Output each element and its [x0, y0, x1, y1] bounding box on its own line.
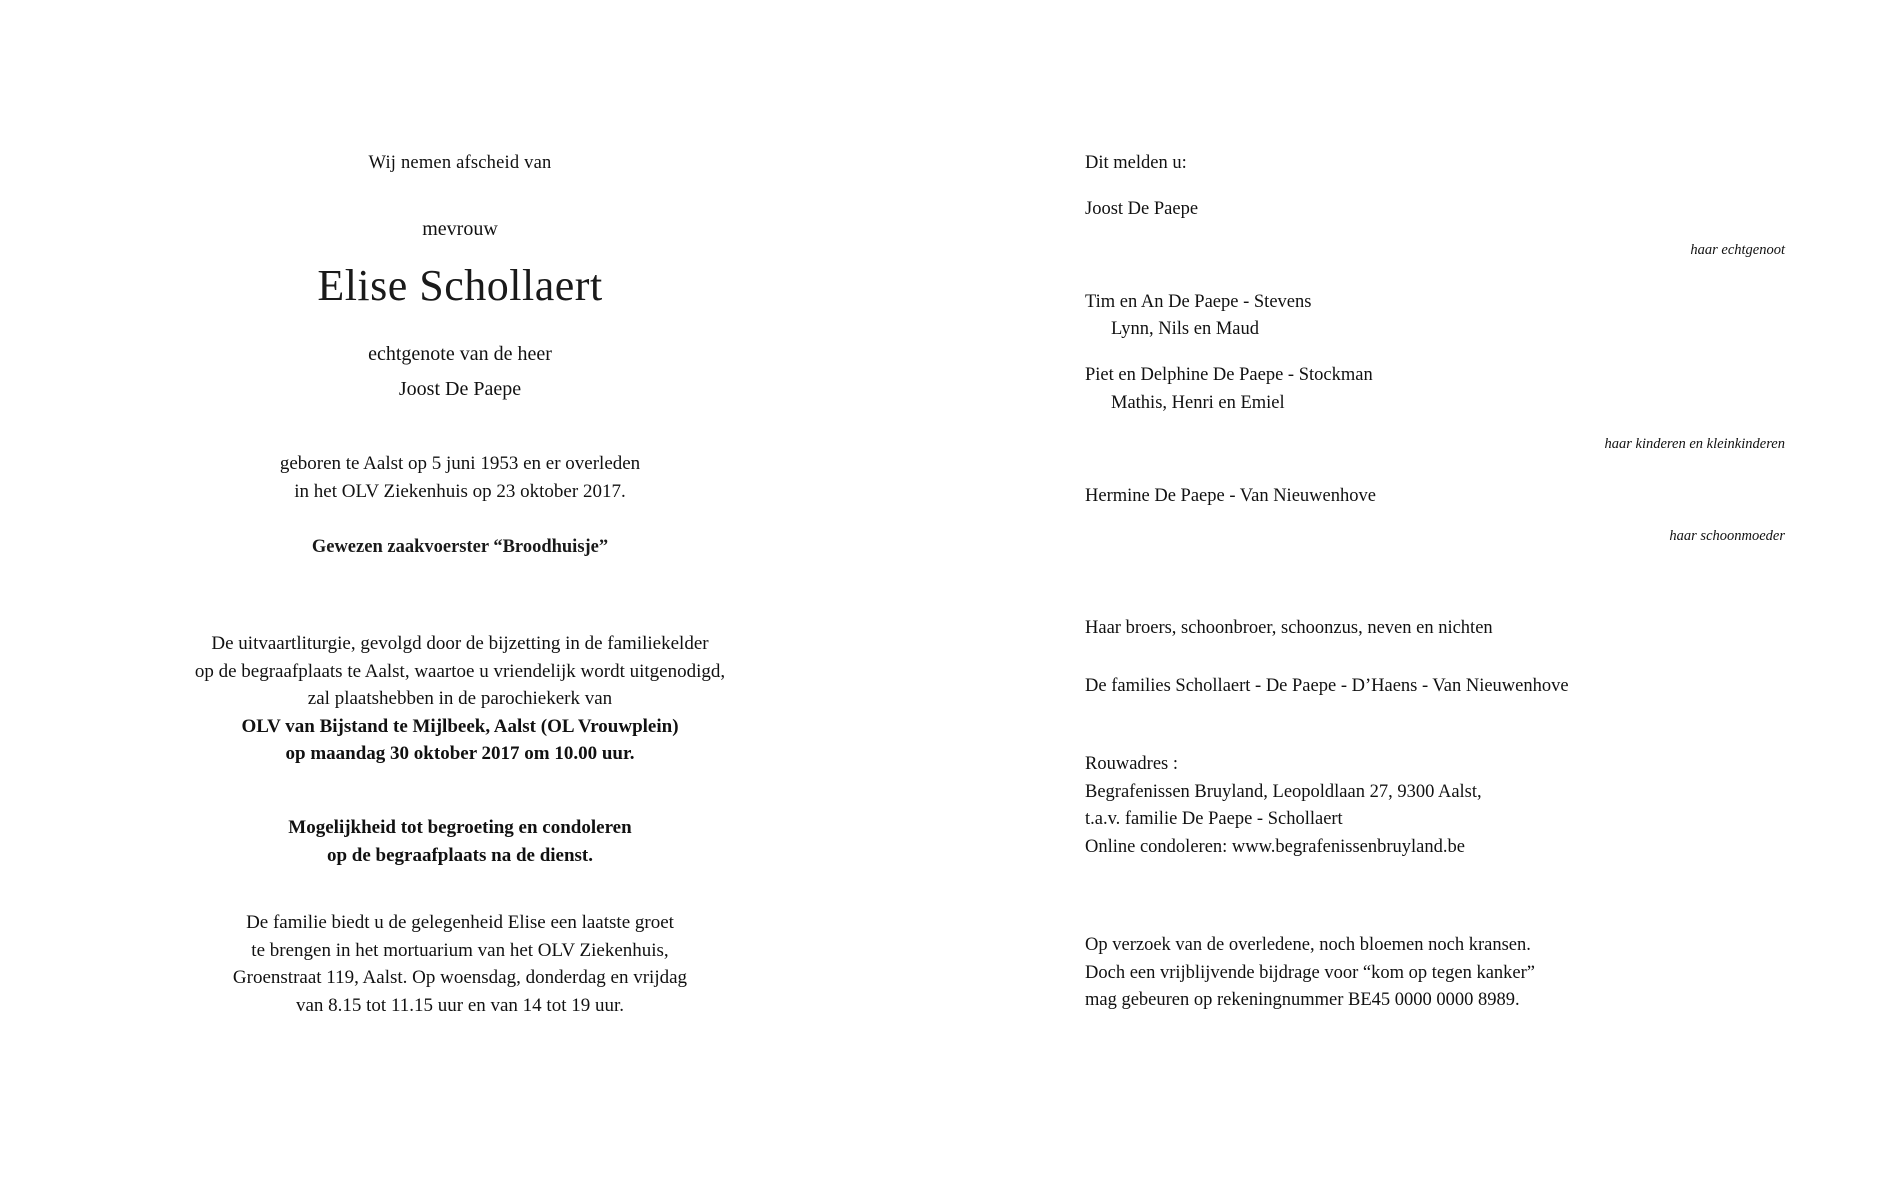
- spacer: [1085, 344, 1785, 362]
- spacer: [1085, 224, 1785, 242]
- service-line-2: op de begraafplaats te Aalst, waartoe u vriendelijk wordt uitgenodigd,: [194, 660, 726, 682]
- mother-in-law-name: Hermine De Paepe - Van Nieuwenhove: [1085, 485, 1376, 506]
- announce-label: Dit melden u:: [1085, 153, 1187, 173]
- service-block: [140, 630, 780, 768]
- spacer: [1085, 545, 1785, 615]
- honorific: mevrouw: [422, 217, 498, 240]
- spacer: [1085, 862, 1785, 932]
- service-line-3: zal plaatshebben in de parochiekerk van: [307, 688, 613, 710]
- birth-death-block: [140, 450, 780, 505]
- donation-line-2: Doch een vrijblijvende bijdrage voor “kom op tegen kanker”: [1085, 962, 1536, 983]
- service-line-1: De uitvaartliturgie, gevolgd door de bijzetting in de familiekelder: [211, 633, 709, 655]
- spacer: [1085, 178, 1785, 196]
- spacer: [1085, 701, 1785, 751]
- deceased-name: Elise Schollaert: [317, 260, 603, 310]
- husband-name: Joost De Paepe: [1085, 198, 1199, 219]
- profession-line: Gewezen zaakvoerster “Broodhuisje”: [311, 537, 609, 558]
- right-column: [1085, 150, 1785, 1015]
- grandchildren-2: Mathis, Henri en Emiel: [1111, 392, 1285, 413]
- spacer: [1085, 643, 1785, 673]
- child-family-1: Tim en An De Paepe - Stevens: [1085, 291, 1312, 312]
- farewell-lead: Wij nemen afscheid van: [368, 153, 552, 173]
- mortuary-line-3: Groenstraat 119, Aalst. Op woensdag, donderdag en vrijdag: [232, 967, 688, 989]
- service-church: OLV van Bijstand te Mijlbeek, Aalst (OL Vrouwplein): [241, 715, 679, 737]
- mother-in-law-relation-note: haar schoonmoeder: [1669, 528, 1785, 545]
- spouse-label: echtgenote van de heer: [368, 343, 552, 366]
- condolence-block: [140, 814, 780, 869]
- children-relation-note: haar kinderen en kleinkinderen: [1604, 435, 1785, 452]
- mortuary-line-2: te brengen in het mortuarium van het OLV Ziekenhuis,: [251, 939, 669, 961]
- spouse-name: Joost De Paepe: [398, 378, 522, 401]
- mourning-address-line-1: Begrafenissen Bruyland, Leopoldlaan 27, 9300 Aalst,: [1085, 781, 1482, 802]
- mourning-address-block: [1085, 751, 1785, 862]
- child-family-2: Piet en Delphine De Paepe - Stockman: [1085, 365, 1373, 385]
- spacer: [1085, 418, 1785, 436]
- donation-line-3: mag gebeuren op rekeningnummer BE45 0000 0000 8989.: [1085, 990, 1520, 1011]
- mourning-address-label: Rouwadres :: [1085, 753, 1178, 774]
- mortuary-block: [140, 909, 780, 1019]
- donation-block: [1085, 932, 1785, 1015]
- husband-relation-note: haar echtgenoot: [1690, 241, 1785, 258]
- condolence-line-1: Mogelijkheid tot begroeting en condoleren: [288, 817, 632, 839]
- mortuary-line-1: De familie biedt u de gelegenheid Elise een laatste groet: [246, 912, 674, 934]
- relatives-line: Haar broers, schoonbroer, schoonzus, neven en nichten: [1085, 618, 1493, 639]
- online-condolence-link[interactable]: Online condoleren: www.begrafenissenbruyland.be: [1085, 837, 1465, 857]
- donation-line-1: Op verzoek van de overledene, noch bloemen noch kransen.: [1085, 934, 1531, 955]
- service-datetime: op maandag 30 oktober 2017 om 10.00 uur.: [285, 743, 635, 765]
- spacer: [1085, 259, 1785, 289]
- spacer: [1085, 510, 1785, 528]
- birth-line-2: in het OLV Ziekenhuis op 23 oktober 2017.: [294, 480, 626, 502]
- birth-line-1: geboren te Aalst op 5 juni 1953 en er overleden: [279, 453, 641, 475]
- spacer: [1085, 453, 1785, 483]
- left-column: [140, 150, 780, 1019]
- condolence-line-2: op de begraafplaats na de dienst.: [326, 844, 594, 866]
- mourning-address-line-2: t.a.v. familie De Paepe - Schollaert: [1085, 809, 1343, 830]
- grandchildren-1: Lynn, Nils en Maud: [1111, 319, 1259, 340]
- families-line: De families Schollaert - De Paepe - D’Haens - Van Nieuwenhove: [1085, 676, 1569, 696]
- mortuary-line-4: van 8.15 tot 11.15 uur en van 14 tot 19 uur.: [295, 994, 625, 1016]
